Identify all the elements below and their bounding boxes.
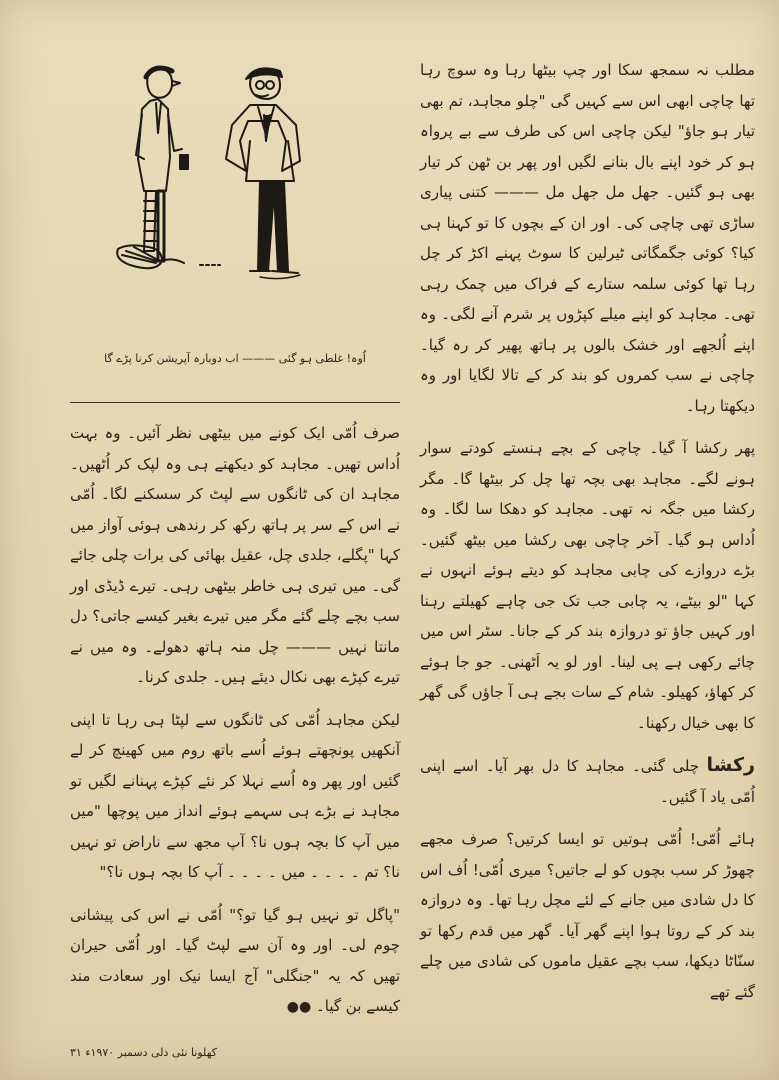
paragraph: مطلب نہ سمجھ سکا اور چپ بیٹھا رہا وہ سوچ رہا تھا چاچی ابھی اس سے کہیں گی "چلو مجاہد، تم بھی تیار ہو جاؤ" لیکن چاچی اس کی طرف سے بے پرواہ ہو کر خود اپنے بال بنانے لگیں اور پھر بن ٹھن کر تیار بھی ہو گئیں۔ جھل مل جھل مل ——— کتنی پیاری ساڑی تھی چاچی کی۔ اور ان کے بچوں کا تو کہنا ہی کیا؟ کوئی جگمگاتی ٹیرلین کا سوٹ پہنے اکڑ کر چل رہا تھا کوئی سلمہ ستارے کے فراک میں چمک رہی تھی۔ مجاہد کو اپنے میلے کپڑوں پر شرم آنے لگی۔ وہ اپنے اُلجھے اور خشک بالوں پر ہاتھ پھیر کر رہ گیا۔ چاچی نے سب کمروں کو بند کر کے تالا لگایا اور وہ دیکھتا رہا۔: [420, 61, 755, 415]
paragraph: [70, 900, 400, 1023]
cartoon-caption: اُوہ! غلطی ہو گئی ——— اب دوبارہ آپریشن کرنا پڑے گا: [104, 352, 366, 365]
paragraph-text: "پاگل تو نہیں ہو گیا تو؟" اُمّی نے اس کی پیشانی چوم لی۔ اور وہ آن سے لپٹ گیا۔ اور اُمّی حیران تھیں کہ یہ "جنگلی" آج ایسا نیک اور سعادت مند کیسے بن گیا۔: [70, 905, 400, 1015]
end-mark: ●●: [286, 999, 312, 1015]
right-man-coat: [226, 105, 300, 171]
divider: [70, 402, 400, 403]
paragraph-text: چلی گئی۔ مجاہد کا دل بھر آیا۔ اسے اپنی اُمّی یاد آ گئیں۔: [420, 757, 755, 806]
section-lead-word: رکشا: [706, 754, 755, 776]
left-column: [70, 418, 400, 1035]
paragraph: صرف اُمّی ایک کونے میں بیٹھی نظر آئیں۔ وہ بہت اُداس تھیں۔ مجاہد کو دیکھتے ہی وہ لپک کر اُٹھیں۔ مجاہد ان کی ٹانگوں سے لپٹ کر سسکنے لگا۔ اُمّی نے اس کے سر پر ہاتھ رکھ کر رندھی ہوئی آواز میں کہا "پگلے، جلدی چل، عقیل بھائی کی برات چلی جائے گی۔ میں تیری ہی خاطر بیٹھی رہی۔ تیرے ڈیڈی اور سب بچے چلے گئے مگر میں تیرے بغیر کیسے جاتی؟ دل مانتا نہیں ——— چل منہ ہاتھ دھولے۔ وہ میں نے تیرے کپڑے بھی نکال دیئے ہیں۔ جلدی کرنا۔: [70, 424, 400, 686]
paragraph: لیکن مجاہد اُمّی کی ٹانگوں سے لپٹا ہی رہا تا اپنی آنکھیں پونچھتے ہوئے اُسے باتھ روم میں کھینچ کر لے گئیں اور پھر وہ اُسے نہلا کر نئے کپڑے پہنانے لگیں تو مجاہد نے بڑے ہی سہمے ہوئے انداز میں پوچھا "میں میں آپ کا بچہ ہوں نا؟ آپ مجھ سے ناراض تو نہیں نا؟ تم ۔ ۔ ۔ ۔ میں ۔ ۔ ۔ ۔ آپ کا بچہ ہوں نا؟": [70, 710, 400, 881]
paragraph: [420, 750, 755, 812]
paragraph: ہائے اُمّی! اُمّی ہوتیں تو ایسا کرتیں؟ صرف مجھے چھوڑ کر سب بچوں کو لے جاتیں؟ میری اُمّی! اُف اس کا دل شادی میں جانے کے لئے مچل رہا تھا۔ وہ دروازہ بند کر کے روتا ہوا اپنے گھر آیا۔ گھر میں قدم رکھا تو سنّاٹا دیکھا، سب بچے عقیل ماموں کی شادی میں چلے گئے تھے: [420, 830, 755, 1001]
bandaged-foot: [117, 245, 162, 268]
paragraph: پھر رکشا آ گیا۔ چاچی کے بچے ہنستے کودتے سوار ہونے لگے۔ مجاہد بھی بچہ تھا چل کر بیٹھا گا۔ مگر رکشا میں جگہ نہ تھی۔ مجاہد کو دھکا سا لگا۔ وہ اُداس ہو گیا۔ آخر چاچی بھی رکشا میں بیٹھ گئیں۔ بڑے دروازے کی چابی مجاہد کو دیتے ہوئے انہوں نے کہا "لو بیٹے، یہ چابی جب تک جی چاہے کھیلتے رہنا اور کہیں جاؤ تو دروازہ بند کر کے جانا۔ سٹر اس میں چائے رکھی ہے پی لینا۔ اور لو یہ اَٹھنی۔ جو جا ہوئے کر کھاؤ، کھیلو۔ شام کے سات بجے ہی آ جاؤں گی گھر کا بھی خیال رکھنا۔: [420, 439, 755, 732]
page-footer: کھلونا نئی دلی دسمبر ۱۹۷۰ء ۳۱: [70, 1046, 218, 1059]
right-column: [420, 55, 755, 1019]
right-man-legs: [258, 181, 288, 271]
left-man-body: [138, 99, 170, 191]
cartoon-illustration: [100, 55, 350, 305]
